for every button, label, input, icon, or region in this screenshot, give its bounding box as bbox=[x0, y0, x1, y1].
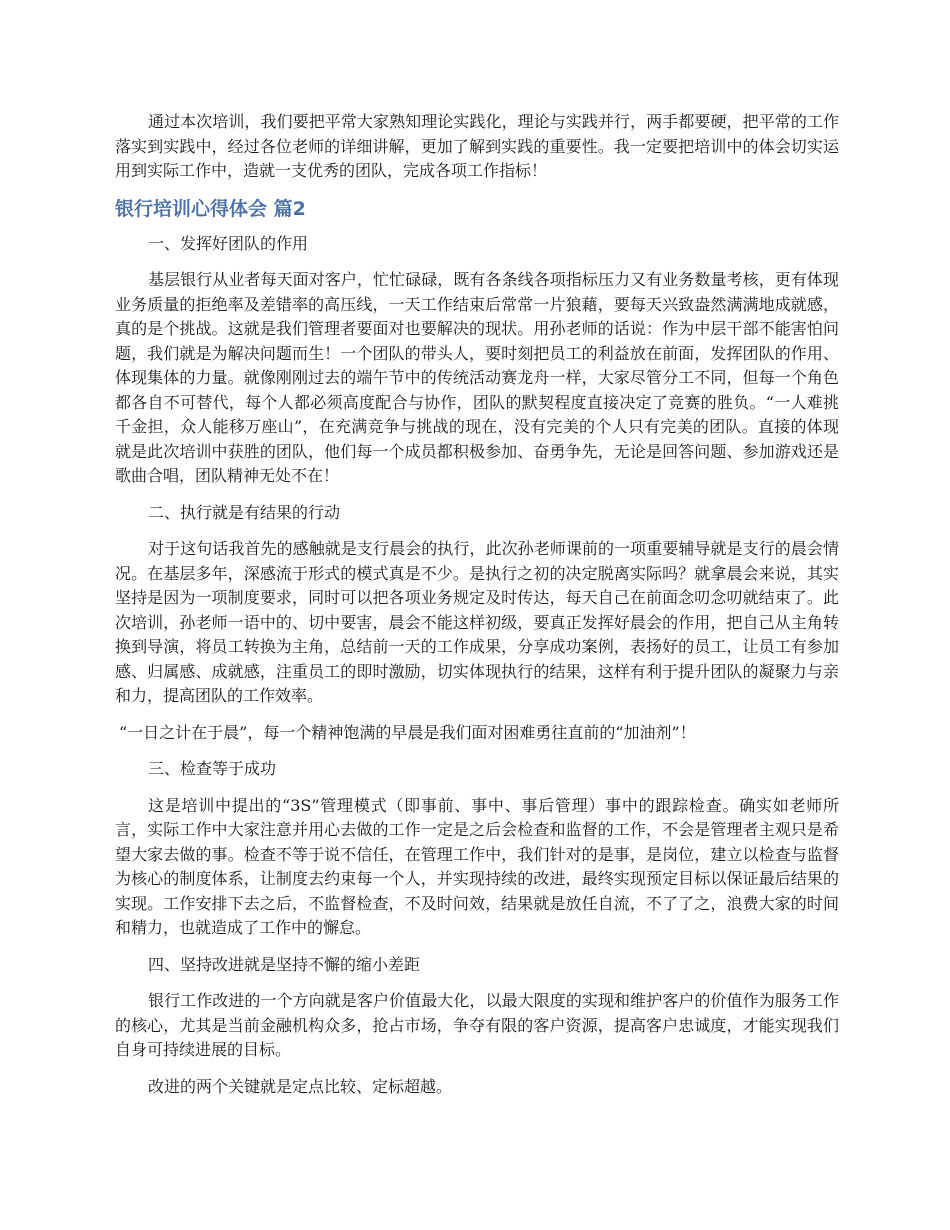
subheading: 三、检查等于成功 bbox=[148, 759, 277, 778]
body-paragraph: 这是培训中提出的“3S”管理模式（即事前、事中、事后管理）事中的跟踪检查。确实如老师所言，实际工作中大家注意并用心去做的工作一定是之后会检查和监督的工作，不会是管理者主观只是希望大家去做的事。检查不等于说不信任，在管理工作中，我们针对的是事，是岗位，建立以检查与监督为核心的制度体系，让制度去约束每一个人，并实现持续的改进，最终实现预定目标以保证最后结果的实现。工作安排下去之后，不监督检查，不及时问效，结果就是放任自流，不了了之，浪费大家的时间和精力，也就造成了工作中的懈怠。 bbox=[115, 795, 839, 937]
subheading: 二、执行就是有结果的行动 bbox=[148, 502, 341, 522]
document-page bbox=[115, 110, 839, 1111]
subheading: 一、发挥好团队的作用 bbox=[148, 233, 309, 253]
body-paragraph: 基层银行从业者每天面对客户，忙忙碌碌，既有各条线各项指标压力又有业务数量考核，更有体现业务质量的拒绝率及差错率的高压线，一天工作结束后常常一片狼藉，要每天兴致盎然满满地成就感，真的是个挑战。这就是我们管理者要面对也要解决的现状。用孙老师的话说：作为中层干部不能害怕问题，我们就是为解决问题而生！一个团队的带头人，要时刻把员工的利益放在前面，发挥团队的作用、体现集体的力量。就像刚刚过去的端午节中的传统活动赛龙舟一样，大家尽管分工不同，但每一个角色都各自不可替代，每个人都必须高度配合与协作，团队的默契程度直接决定了竞赛的胜负。“一人难挑千金担，众人能移万座山”，在充满竞争与挑战的现在，没有完美的个人只有完美的团队。直接的体现就是此次培训中获胜的团队，他们每一个成员都积极参加、奋勇争先，无论是回答问题、参加游戏还是歌曲合唱，团队精神无处不在！ bbox=[115, 270, 839, 485]
quote-paragraph: “一日之计在于晨”，每一个精神饱满的早晨是我们面对困难勇往直前的“加油剂”！ bbox=[119, 722, 696, 742]
body-paragraph: 对于这句话我首先的感触就是支行晨会的执行，此次孙老师课前的一项重要辅导就是支行的晨会情况。在基层多年，深感流于形式的模式真是不少。是执行之初的决定脱离实际吗？就拿晨会来说，其实坚持是因为一项制度要求，同时可以把各项业务规定及时传达，每天自己在前面念叨念叨就结束了。此次培训，孙老师一语中的、切中要害，晨会不能这样初级，要真正发挥好晨会的作用，把自己从主角转换到导演，将员工转换为主角，总结前一天的工作成果，分享成功案例，表扬好的员工，让员工有参加感、归属感、成就感，注重员工的即时激励，切实体现执行的结果，这样有利于提升团队的凝聚力与亲和力，提高团队的工作效率。 bbox=[115, 539, 839, 705]
section-title: 银行培训心得体会 篇2 bbox=[115, 197, 306, 220]
body-paragraph: 通过本次培训，我们要把平常大家熟知理论实践化，理论与实践并行，两手都要硬，把平常的工作落实到实践中，经过各位老师的详细讲解，更加了解到实践的重要性。我一定要把培训中的体会切实运用到实际工作中，造就一支优秀的团队，完成各项工作指标！ bbox=[115, 112, 839, 180]
body-paragraph: 改进的两个关键就是定点比较、定标超越。 bbox=[148, 1076, 453, 1096]
subheading: 四、坚持改进就是坚持不懈的缩小差距 bbox=[148, 954, 421, 974]
body-paragraph: 银行工作改进的一个方向就是客户价值最大化，以最大限度的实现和维护客户的价值作为服务工作的核心，尤其是当前金融机构众多，抢占市场，争夺有限的客户资源，提高客户忠诚度，才能实现我们自身可持续进展的目标。 bbox=[115, 991, 839, 1059]
